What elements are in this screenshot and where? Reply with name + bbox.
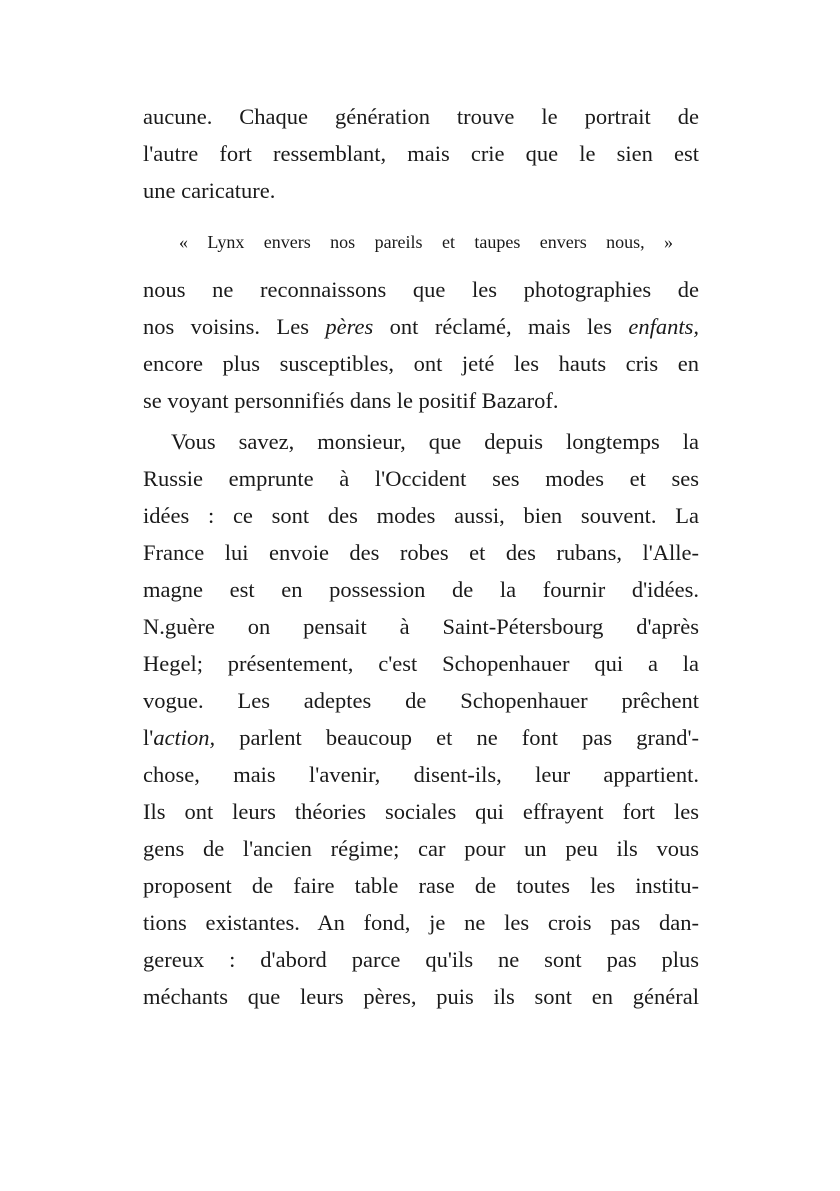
text-line — [143, 719, 699, 756]
text-line: tions existantes. An fond, je ne les crois pas dan- — [143, 910, 699, 935]
emphasis-peres: pères — [325, 314, 374, 339]
emphasis-action: action, — [153, 725, 216, 750]
text-line: gens de l'ancien régime; car pour un peu ils vous — [143, 836, 699, 861]
paragraph-3 — [143, 423, 699, 1015]
text-line: Russie emprunte à l'Occident ses modes et ses — [143, 466, 699, 491]
text-line: idées : ce sont des modes aussi, bien souvent. La — [143, 503, 699, 528]
text-fragment: nos voisins. Les — [143, 314, 326, 339]
text-line: vogue. Les adeptes de Schopenhauer prêchent — [143, 688, 699, 713]
text-fragment: ont réclamé, mais les — [373, 314, 629, 339]
book-page — [143, 98, 699, 1015]
text-line: France lui envoie des robes et des rubans, l'Alle- — [143, 540, 699, 565]
text-fragment: l' — [143, 725, 154, 750]
text-line: une caricature. — [143, 178, 276, 203]
text-line: aucune. Chaque génération trouve le portrait de — [143, 104, 699, 129]
text-line: chose, mais l'avenir, disent-ils, leur appartient. — [143, 762, 699, 787]
text-line — [143, 308, 699, 345]
text-line: nous ne reconnaissons que les photographies de — [143, 277, 699, 302]
text-line: Hegel; présentement, c'est Schopenhauer qui a la — [143, 651, 699, 676]
text-line: se voyant personnifiés dans le positif Bazarof. — [143, 388, 559, 413]
text-line: encore plus susceptibles, ont jeté les hauts cris en — [143, 351, 699, 376]
text-line: méchants que leurs pères, puis ils sont en général — [143, 984, 699, 1009]
text-line: l'autre fort ressemblant, mais crie que le sien est — [143, 141, 699, 166]
text-line: magne est en possession de la fournir d'idées. — [143, 577, 699, 602]
paragraph-2 — [143, 271, 699, 419]
verse-quote: « Lynx envers nos pareils et taupes envers nous, » — [179, 232, 673, 252]
text-line: proposent de faire table rase de toutes les institu- — [143, 873, 699, 898]
emphasis-enfants: enfants, — [628, 314, 699, 339]
paragraph-1 — [143, 98, 699, 209]
text-line: gereux : d'abord parce qu'ils ne sont pas plus — [143, 947, 699, 972]
text-line: N.guère on pensait à Saint-Pétersbourg d'après — [143, 614, 699, 639]
text-line: Vous savez, monsieur, que depuis longtemps la — [171, 429, 699, 454]
text-fragment: parlent beaucoup et ne font pas grand'- — [215, 725, 699, 750]
text-line: Ils ont leurs théories sociales qui effrayent fort les — [143, 799, 699, 824]
